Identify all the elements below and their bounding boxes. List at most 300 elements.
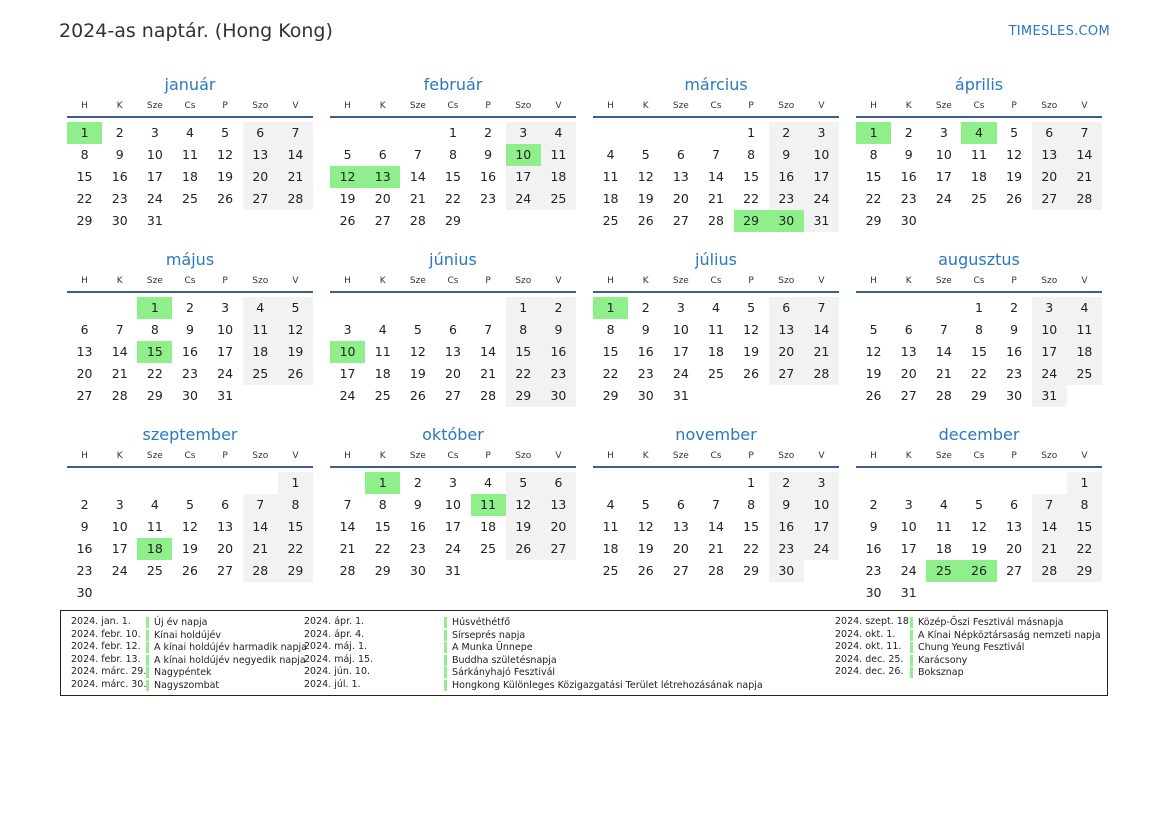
legend-date: 2024. jún. 10.	[304, 666, 371, 678]
weekday-label: K	[905, 101, 912, 111]
day-cell: 27	[243, 188, 278, 210]
legend-date: 2024. febr. 12.	[71, 641, 141, 653]
month-name: augusztus	[938, 250, 1020, 269]
weekday-label: Cs	[710, 101, 722, 111]
day-cell: 19	[971, 541, 987, 556]
day-cell: 17	[217, 344, 234, 359]
day-cell: 23	[865, 563, 882, 578]
day-cell: 9	[115, 147, 124, 162]
empty-cell	[137, 472, 172, 494]
day-cell: 1	[506, 297, 541, 319]
day-cell: 26	[1006, 191, 1023, 206]
day-cell: 4	[939, 497, 948, 512]
day-cell: 15	[971, 344, 987, 359]
day-cell: 18	[602, 541, 619, 556]
day-cell: 27	[1006, 563, 1023, 578]
weekday-label: Szo	[252, 101, 269, 111]
day-cell: 25	[541, 188, 576, 210]
holiday-day-cell: 12	[330, 166, 365, 188]
day-cell: 1	[747, 475, 756, 490]
month-divider	[67, 291, 313, 293]
day-cell: 11	[708, 322, 724, 337]
day-cell: 31	[900, 585, 917, 600]
day-cell: 9	[413, 497, 422, 512]
day-cell: 28	[111, 388, 128, 403]
day-cell: 13	[1032, 144, 1067, 166]
day-cell: 28	[409, 213, 426, 228]
day-cell: 22	[76, 191, 93, 206]
day-cell: 21	[409, 191, 426, 206]
day-cell: 30	[637, 388, 654, 403]
day-cell: 24	[111, 563, 128, 578]
day-cell: 9	[186, 322, 194, 337]
legend-holiday-name: Húsvéthétfő	[444, 617, 510, 628]
day-cell: 6	[221, 497, 230, 512]
day-cell: 15	[1067, 516, 1102, 538]
day-cell: 24	[935, 191, 952, 206]
empty-cell	[698, 472, 733, 494]
day-cell: 16	[1006, 344, 1023, 359]
legend-entry	[835, 616, 1105, 629]
day-cell: 24	[217, 366, 234, 381]
day-cell: 6	[1032, 122, 1067, 144]
month-name: november	[675, 425, 757, 444]
day-cell: 18	[971, 169, 987, 184]
weekday-label: Szo	[778, 451, 795, 461]
day-cell: 27	[76, 388, 93, 403]
empty-cell	[593, 122, 628, 144]
month-divider	[593, 466, 839, 468]
day-cell: 19	[865, 366, 882, 381]
weekday-label: V	[555, 276, 562, 286]
day-cell: 22	[506, 363, 541, 385]
legend-holiday-name: Kínai holdújév	[146, 630, 221, 641]
day-cell: 20	[672, 541, 689, 556]
day-cell: 20	[374, 191, 391, 206]
day-cell: 18	[243, 341, 278, 363]
day-cell: 21	[278, 166, 313, 188]
day-cell: 23	[1006, 366, 1023, 381]
day-cell: 14	[278, 144, 313, 166]
day-cell: 7	[1032, 494, 1067, 516]
day-cell: 23	[111, 191, 128, 206]
day-cell: 26	[637, 213, 654, 228]
day-cell: 23	[541, 363, 576, 385]
day-cell: 8	[869, 147, 878, 162]
day-cell: 7	[243, 494, 278, 516]
day-cell: 9	[869, 519, 878, 534]
day-cell: 21	[243, 538, 278, 560]
day-cell: 28	[243, 560, 278, 582]
weekday-label: V	[292, 276, 299, 286]
page-title: 2024-as naptár. (Hong Kong)	[59, 20, 333, 42]
day-cell: 25	[708, 366, 724, 381]
weekday-label: Szo	[515, 276, 532, 286]
weekday-label: Cs	[184, 276, 196, 286]
weekday-header	[856, 446, 1102, 466]
day-cell: 9	[541, 319, 576, 341]
holiday-day-cell: 11	[471, 494, 506, 516]
weekday-label: H	[344, 276, 351, 286]
day-cell: 12	[637, 519, 654, 534]
day-cell: 12	[743, 322, 760, 337]
day-cell: 11	[935, 519, 952, 534]
day-cell: 22	[602, 366, 619, 381]
day-cell: 26	[217, 191, 234, 206]
holiday-day-cell: 15	[137, 341, 172, 363]
day-cell: 7	[804, 297, 839, 319]
empty-cell	[471, 297, 506, 319]
day-cell: 4	[484, 475, 493, 490]
weekday-label: P	[1011, 101, 1017, 111]
day-cell: 8	[1067, 494, 1102, 516]
day-cell: 13	[445, 344, 461, 359]
day-cell: 22	[1067, 538, 1102, 560]
weekday-label: Cs	[973, 276, 985, 286]
day-cell: 16	[900, 169, 917, 184]
empty-cell	[926, 472, 961, 494]
day-cell: 29	[865, 213, 882, 228]
day-cell: 8	[80, 147, 89, 162]
weekday-label: Cs	[710, 276, 722, 286]
day-cell: 7	[1067, 122, 1102, 144]
day-cell: 1	[747, 125, 756, 140]
legend-holiday-name: A kínai holdújév harmadik napja	[146, 642, 307, 653]
day-cell: 30	[1006, 388, 1023, 403]
holiday-day-cell: 10	[330, 341, 365, 363]
weekday-label: V	[555, 101, 562, 111]
month-0	[67, 74, 313, 232]
day-cell: 8	[606, 322, 615, 337]
day-cell: 9	[769, 494, 804, 516]
day-cell: 15	[76, 169, 93, 184]
day-cell: 17	[506, 166, 541, 188]
day-cell: 19	[743, 344, 760, 359]
day-cell: 29	[743, 563, 760, 578]
day-cell: 11	[602, 519, 619, 534]
day-cell: 7	[712, 497, 720, 512]
legend-date: 2024. dec. 25.	[835, 653, 904, 665]
weekday-label: Sze	[672, 276, 689, 286]
legend-date: 2024. szept. 18.	[835, 616, 912, 627]
day-cell: 16	[541, 341, 576, 363]
weekday-label: Cs	[973, 101, 985, 111]
day-cell: 16	[769, 516, 804, 538]
day-cell: 12	[278, 319, 313, 341]
day-grid	[330, 122, 576, 232]
day-cell: 5	[747, 300, 756, 315]
empty-cell	[593, 472, 628, 494]
day-cell: 2	[484, 125, 493, 140]
day-cell: 16	[637, 344, 654, 359]
day-cell: 13	[900, 344, 917, 359]
weekday-label: P	[748, 101, 754, 111]
month-8	[67, 424, 313, 604]
month-4	[67, 249, 313, 407]
day-cell: 31	[804, 210, 839, 232]
day-cell: 24	[900, 563, 917, 578]
month-divider	[330, 116, 576, 118]
day-cell: 6	[541, 472, 576, 494]
legend-date: 2024. márc. 30.	[71, 678, 147, 690]
day-cell: 17	[146, 169, 163, 184]
day-cell: 5	[413, 322, 422, 337]
day-cell: 15	[445, 169, 461, 184]
months-grid	[67, 74, 1102, 604]
day-cell: 7	[939, 322, 948, 337]
month-name: május	[165, 250, 215, 269]
day-cell: 29	[374, 563, 391, 578]
weekday-label: Cs	[973, 451, 985, 461]
month-name: február	[423, 75, 483, 94]
day-cell: 26	[409, 388, 426, 403]
day-cell: 27	[900, 388, 917, 403]
day-cell: 26	[506, 538, 541, 560]
day-cell: 6	[904, 322, 913, 337]
day-cell: 6	[769, 297, 804, 319]
day-cell: 3	[115, 497, 124, 512]
day-cell: 27	[672, 213, 689, 228]
weekday-label: V	[292, 101, 299, 111]
day-cell: 23	[480, 191, 497, 206]
legend-entry	[304, 616, 844, 629]
legend-holiday-name: Karácsony	[910, 655, 967, 666]
day-cell: 24	[804, 188, 839, 210]
month-name: szeptember	[142, 425, 238, 444]
day-cell: 31	[445, 563, 461, 578]
day-cell: 23	[900, 191, 917, 206]
day-cell: 16	[182, 344, 198, 359]
empty-cell	[435, 297, 470, 319]
day-cell: 2	[769, 122, 804, 144]
day-cell: 15	[602, 344, 619, 359]
legend-holiday-name: Közép-Őszi Fesztivál másnapja	[910, 617, 1063, 628]
day-cell: 6	[676, 497, 685, 512]
weekday-header	[593, 446, 839, 466]
legend-holiday-name: A Kínai Népköztársaság nemzeti napja	[910, 630, 1101, 641]
day-cell: 24	[672, 366, 689, 381]
day-cell: 9	[641, 322, 650, 337]
day-cell: 26	[278, 363, 313, 385]
day-cell: 5	[975, 497, 983, 512]
day-cell: 17	[804, 516, 839, 538]
weekday-label: Cs	[447, 276, 459, 286]
day-cell: 21	[804, 341, 839, 363]
day-cell: 20	[445, 366, 461, 381]
holiday-day-cell: 4	[961, 122, 996, 144]
day-cell: 19	[1006, 169, 1023, 184]
day-cell: 28	[1067, 188, 1102, 210]
legend-date: 2024. márc. 29.	[71, 666, 147, 678]
day-cell: 5	[641, 497, 650, 512]
day-cell: 12	[637, 169, 654, 184]
weekday-label: Szo	[1041, 101, 1058, 111]
day-cell: 27	[374, 213, 391, 228]
month-9	[330, 424, 576, 604]
empty-cell	[856, 297, 891, 319]
holiday-day-cell: 1	[856, 122, 891, 144]
weekday-header	[856, 96, 1102, 116]
day-cell: 5	[1010, 125, 1019, 140]
day-grid	[856, 297, 1102, 407]
weekday-label: Sze	[409, 451, 426, 461]
day-cell: 14	[480, 344, 497, 359]
legend-entry	[304, 641, 844, 654]
day-cell: 21	[339, 541, 356, 556]
day-cell: 18	[480, 519, 497, 534]
day-cell: 9	[1010, 322, 1019, 337]
day-cell: 22	[445, 191, 461, 206]
holiday-day-cell: 13	[365, 166, 400, 188]
legend-entry	[835, 629, 1105, 642]
day-cell: 8	[449, 147, 457, 162]
day-cell: 5	[869, 322, 878, 337]
day-cell: 12	[409, 344, 426, 359]
day-cell: 20	[1032, 166, 1067, 188]
day-cell: 12	[182, 519, 198, 534]
day-cell: 29	[602, 388, 619, 403]
day-cell: 3	[676, 300, 685, 315]
day-cell: 28	[708, 563, 724, 578]
day-cell: 11	[243, 319, 278, 341]
weekday-label: Sze	[409, 276, 426, 286]
day-grid	[330, 472, 576, 582]
weekday-label: Szo	[515, 451, 532, 461]
day-cell: 17	[339, 366, 356, 381]
day-cell: 23	[769, 538, 804, 560]
day-cell: 29	[146, 388, 163, 403]
day-cell: 20	[217, 541, 234, 556]
day-cell: 13	[672, 169, 689, 184]
legend-date: 2024. febr. 10.	[71, 628, 141, 640]
day-cell: 7	[484, 322, 493, 337]
day-cell: 28	[804, 363, 839, 385]
day-cell: 20	[672, 191, 689, 206]
day-cell: 2	[769, 472, 804, 494]
weekday-label: H	[870, 451, 877, 461]
day-cell: 30	[900, 213, 917, 228]
day-cell: 6	[449, 322, 457, 337]
month-5	[330, 249, 576, 407]
day-cell: 21	[1067, 166, 1102, 188]
weekday-label: Cs	[447, 101, 459, 111]
month-divider	[593, 291, 839, 293]
day-cell: 22	[278, 538, 313, 560]
weekday-label: P	[485, 276, 491, 286]
day-cell: 29	[445, 213, 461, 228]
day-cell: 22	[146, 366, 163, 381]
day-grid	[856, 122, 1102, 232]
weekday-label: P	[485, 101, 491, 111]
day-cell: 6	[243, 122, 278, 144]
day-cell: 18	[374, 366, 391, 381]
weekday-label: V	[292, 451, 299, 461]
day-cell: 30	[409, 563, 426, 578]
weekday-label: P	[222, 101, 228, 111]
day-cell: 13	[769, 319, 804, 341]
legend-holiday-name: Chung Yeung Fesztivál	[910, 642, 1024, 653]
day-cell: 13	[76, 344, 93, 359]
weekday-label: Szo	[515, 101, 532, 111]
day-cell: 30	[769, 560, 804, 582]
day-cell: 21	[1032, 538, 1067, 560]
day-cell: 27	[217, 563, 234, 578]
day-cell: 22	[865, 191, 882, 206]
day-cell: 3	[939, 125, 948, 140]
day-cell: 4	[606, 497, 615, 512]
day-cell: 23	[769, 188, 804, 210]
day-cell: 8	[975, 322, 983, 337]
month-name: július	[695, 250, 737, 269]
site-link[interactable]: TIMESLES.COM	[1008, 24, 1110, 39]
day-cell: 2	[904, 125, 913, 140]
weekday-label: V	[818, 451, 825, 461]
day-cell: 1	[278, 472, 313, 494]
weekday-label: P	[485, 451, 491, 461]
weekday-label: Szo	[252, 451, 269, 461]
day-cell: 17	[804, 166, 839, 188]
day-cell: 28	[708, 213, 724, 228]
weekday-label: K	[642, 276, 649, 286]
day-cell: 12	[971, 519, 987, 534]
day-cell: 19	[339, 191, 356, 206]
weekday-label: Sze	[672, 101, 689, 111]
weekday-label: H	[344, 451, 351, 461]
weekday-header	[330, 271, 576, 291]
empty-cell	[102, 472, 137, 494]
day-cell: 19	[637, 191, 654, 206]
weekday-label: H	[607, 276, 614, 286]
day-cell: 4	[712, 300, 720, 315]
day-cell: 11	[374, 344, 391, 359]
day-cell: 15	[865, 169, 882, 184]
weekday-label: K	[379, 101, 386, 111]
day-cell: 14	[804, 319, 839, 341]
day-cell: 25	[602, 563, 619, 578]
weekday-label: Cs	[184, 101, 196, 111]
day-cell: 4	[606, 147, 615, 162]
day-cell: 24	[804, 538, 839, 560]
legend-date: 2024. okt. 11.	[835, 641, 902, 653]
empty-cell	[663, 122, 698, 144]
day-cell: 7	[115, 322, 124, 337]
day-cell: 21	[480, 366, 497, 381]
weekday-label: V	[555, 451, 562, 461]
weekday-label: V	[1081, 101, 1088, 111]
day-cell: 9	[484, 147, 493, 162]
weekday-label: Szo	[778, 276, 795, 286]
weekday-label: K	[116, 276, 123, 286]
day-cell: 4	[243, 297, 278, 319]
day-cell: 17	[445, 519, 461, 534]
weekday-header	[67, 271, 313, 291]
day-grid	[67, 472, 313, 604]
weekday-header	[856, 271, 1102, 291]
day-cell: 30	[182, 388, 198, 403]
legend-holiday-name: Hongkong Különleges Közigazgatási Terület létrehozásának napja	[444, 680, 763, 691]
weekday-label: P	[222, 451, 228, 461]
day-cell: 25	[971, 191, 987, 206]
month-name: április	[954, 75, 1004, 94]
day-cell: 17	[1032, 341, 1067, 363]
day-cell: 24	[339, 388, 356, 403]
legend-date: 2024. ápr. 1.	[304, 616, 365, 627]
day-cell: 15	[506, 341, 541, 363]
empty-cell	[891, 472, 926, 494]
legend-holiday-name: Buddha születésnapja	[444, 655, 557, 666]
empty-cell	[243, 472, 278, 494]
month-10	[593, 424, 839, 604]
